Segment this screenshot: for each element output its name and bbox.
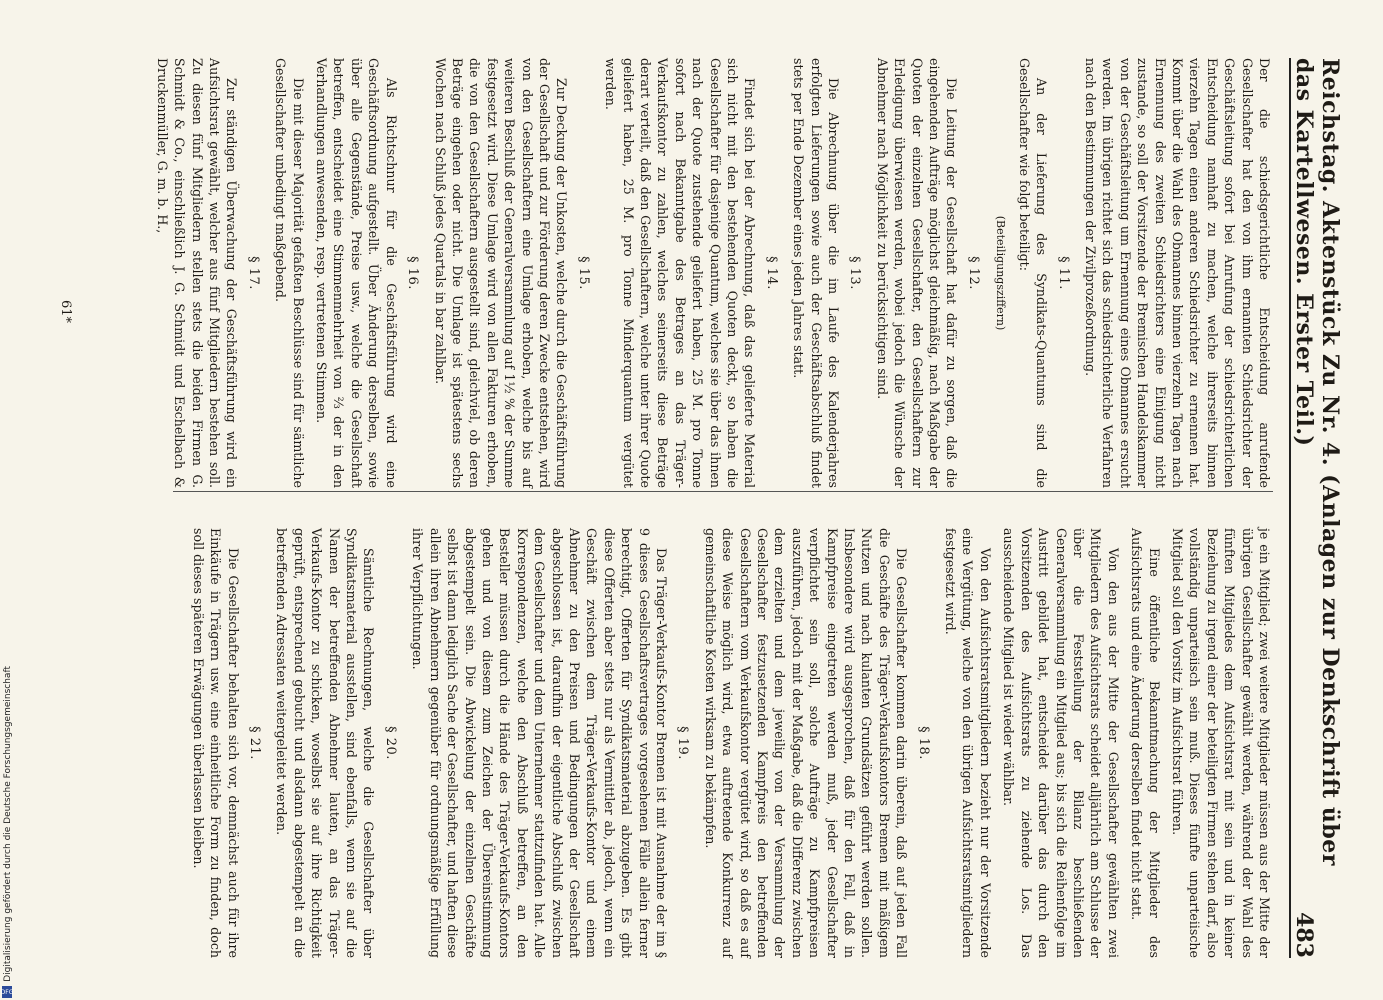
digitization-credit-text: Digitalisierung gefördert durch die Deutsche Forschungsgemeinschaft [3, 666, 13, 982]
dfg-logo-icon: DFG [2, 986, 12, 998]
section-heading: § 12. [965, 256, 981, 290]
page-header [1289, 58, 1343, 958]
paragraph: Das Träger-Verkaufs-Kontor Bremen ist mit Ausnahme der im § 9 dieses Gesellschaftsvertrages vorgesehenen Fälle allein ferner berechtigt, Offerten für Syndikatsmaterial abzugeben. Es gibt diese Offerten aber stets nur als Vermittler ab, jedoch, wenn ein Geschäft zwischen dem Träger-Verkaufs-Kontor und einem Abnehmer zu den Preisen und Bedingungen der Gesellschaft abgeschlossen ist, daraufhin der eigentliche Abschluß zwischen dem Gesellschafter und dem Unternehmer stattzufinden hat. Alle Korrespondenzen, welche den Abschluß betreffen, an den Besteller müssen durch die Hände des Träger-Verkaufs-Kontors gehen und von diesem zum Zeichen der Übereinstimmung abgestempelt sein. Die Abwickelung der einzelnen Geschäfte selbst ist dann lediglich Sache der Gesellschafter, und haften diese allein ihren Abnehmern gegenüber für ordnungsmäßige Erfüllung ihrer Verpflichtungen. [410, 528, 669, 958]
section-heading: § 16. [405, 256, 421, 290]
section-heading: § 15. [575, 256, 591, 290]
paragraph: Eine öffentliche Bekanntmachung der Mitglieder des Aufsichtsrats und eine Änderung derselben findet nicht statt. [1129, 528, 1162, 958]
paragraph: Von den Aufsichtsratsmitgliedern bezieht nur der Vorsitzende eine Vergütung, welche von den übrigen Aufsichtsratsmitgliedern festgesetzt wird. [943, 528, 993, 958]
section-heading: § 21. [247, 726, 263, 760]
page-title: Reichstag. Aktenstück Zu Nr. 4. (Anlagen zur Denkschrift über das Kartellwesen. Erster Teil.) [1291, 58, 1343, 866]
paragraph: Die Gesellschafter kommen darin überein, daß auf jeden Fall die Geschäfte des Träger-Verkaufskontors Bremen mit mäßigem Nutzen und nach kulanten Grundsätzen geführt werden sollen. Insbesondere wird ausgesprochen, daß für den Fall, daß in Kampfpreise eingetreten werden muß, jeder Gesellschafter verpflichtet sein soll, solche Aufträge zu Kampfpreisen auszuführen, jedoch mit der Maßgabe, daß die Differenz zwischen dem erzielten und dem jeweilig von der Versammlung der Gesellschafter festzusetzenden Kampfpreis den betreffenden Gesellschaftern vom Verkaufskontor vergütet wird, so daß es auf diese Weise möglich wird, etwa auftretende Konkurrenz auf gemeinschaftliche Kosten wirksam zu bekämpfen. [702, 528, 910, 958]
paragraph: je ein Mitglied; zwei weitere Mitglieder müssen aus der Mitte der übrigen Gesellschafter gewählt werden, während der Wahl des fünften Mitgliedes dem Aufsichtsrat mit sein und in keiner Beziehung zu irgend einer der beteiligten Firmen stehen darf, also vollständig unparteiisch sein muß. Dieses fünfte unparteiische Mitglied soll den Vorsitz im Aufsichtsrat führen. [1169, 528, 1272, 958]
paragraph: Die Abrechnung über die im Laufe des Kalenderjahres erfolgten Lieferungen sowie auch der Geschäftsabschluß findet stets per Ende Dezember eines jeden Jahres statt. [791, 58, 842, 488]
paragraph: Zur ständigen Überwachung der Geschäftsführung wird ein Aufsichtsrat gewählt, welcher aus fünf Mitgliedern bestehen soll. Zu diesen fünf Mitgliedern stellen stets die beiden Firmen G. Schmidt & Co., einschließlich J. G. Schmidt und Eschelbach & Druckenmüller, G. m. b. H., [154, 58, 240, 488]
section-heading: § 11. [1055, 256, 1071, 290]
paragraph: Die Leitung der Gesellschaft hat dafür zu sorgen, daß die eingehenden Aufträge möglichst gleichmäßig, nach Maßgabe der Quoten der einzelnen Gesellschafter, den Gesellschaftern zur Erledigung überwiesen werden, wobei jedoch die Wünsche der Abnehmer nach Möglichkeit zu berücksichtigen sind. [874, 58, 960, 488]
section-heading: § 20. [382, 726, 398, 760]
paragraph: Die Gesellschafter behalten sich vor, demnächst auch für ihre Einkäufe in Trägern usw. eine einheitliche Form zu finden, doch soll dieses späteren Erwägungen überlassen bleiben. [190, 528, 241, 958]
paragraph: An der Lieferung des Syndikats-Quantums sind die Gesellschafter wie folgt beteiligt: [1016, 58, 1050, 488]
section-heading: § 13. [847, 256, 863, 290]
left-column [147, 58, 1273, 488]
right-column [183, 528, 1273, 958]
paragraph: Von den aus der Mitte der Gesellschafter gewählten zwei Mitgliedern des Aufsichtsrats scheidet alljährlich am Schlusse der über die Feststellung der Bilanz beschließenden Generalversammlung ein Mitglied aus; bis sich die Reihenfolge im Austritt gebildet hat, entscheidet darüber das durch den Vorsitzenden des Aufsichtsrats zu ziehende Los. Das ausscheidende Mitglied ist wieder wählbar. [1001, 528, 1121, 958]
column-divider [173, 491, 1273, 492]
paragraph: Sämtliche Rechnungen, welche die Gesellschafter über Syndikatsmaterial ausstellen, sind ebenfalls, wenn sie auf die Namen der betreffenden Abnehmer lauten, an das Träger-Verkaufs-Kontor zu schicken, woselbst sie auf ihre Richtigkeit geprüft, entsprechend gebucht und alsdann abgestempelt an die betreffenden Adressaten weitergeleitet werden. [274, 528, 377, 958]
section-subheading: (Beteiligungsziffern) [994, 215, 1008, 331]
paragraph: Findet sich bei der Abrechnung, daß das gelieferte Material sich nicht mit den bestehenden Quoten deckt, so haben die Gesellschafter für dasjenige Quantum, welches sie über das ihnen nach der Quote zustehende geliefert haben, 25 M. pro Tonne sofort nach Bekanntgabe des Betrages an das Träger-Verkaufskontor zu zahlen, welches seinerseits diese Beträge derart verteilt, daß den Gesellschaftern, welche unter ihrer Quote geliefert haben, 25 M. pro Tonne Minderquantum vergütet werden. [603, 58, 758, 488]
section-heading: § 18. [915, 726, 931, 760]
folio-mark: 61* [58, 300, 73, 324]
page-number: 483 [1291, 912, 1317, 958]
section-heading: § 14. [763, 256, 779, 290]
paragraph: Als Richtschnur für die Geschäftsführung wird eine Geschäftsordnung aufgestellt. Über Änderung derselben, sowie über alle Gegenstände, Preise usw., welche die Gesellschaft betreffen, entscheidet eine Stimmenmehrheit von ⅔ der in den Verhandlungen anwesenden, resp. vertretenen Stimmen. [314, 58, 399, 488]
section-heading: § 17. [245, 256, 261, 290]
paragraph: Zur Deckung der Unkosten, welche durch die Geschäftsführung der Gesellschaft und zur Förderung deren Zwecke entstehen, wird von den Gesellschaftern eine Umlage erhoben, welche bis auf weiteren Beschluß der Generalversammlung auf 1½ % der Summe festgesetzt wird. Diese Umlage wird von allen Fakturen erhoben, die von den Gesellschaftern ausgestellt sind, gleichviel, ob deren Beträge eingehen oder nicht. Die Umlage ist spätestens sechs Wochen nach Schluß jedes Quartals in bar zahlbar. [432, 58, 570, 488]
section-heading: § 19. [675, 726, 691, 760]
paragraph: Der die schiedsgerichtliche Entscheidung anrufende Gesellschafter hat den von ihm ernannten Schiedsrichter der Geschäftsleitung sofort bei Anrufung der schiedsrichterlichen Entscheidung namhaft zu machen, welche ihrerseits binnen vierzehn Tagen einen anderen Schiedsrichter zu ernennen hat. Kommt über die Wahl des Obmannes binnen vierzehn Tagen nach Ernennung des zweiten Schiedsrichters eine Einigung nicht zustande, so soll der Vorsitzende der Bremischen Handelskammer von der Geschäftsleitung um Ernennung eines Obmannes ersucht werden. Im übrigen richtet sich das schiedsrichterliche Verfahren nach den Bestimmungen der Zivilprozeßordnung. [1082, 58, 1272, 488]
paragraph: Die mit dieser Majorität gefaßten Beschlüsse sind für sämtliche Gesellschafter unbedingt maßgebend. [273, 58, 306, 488]
